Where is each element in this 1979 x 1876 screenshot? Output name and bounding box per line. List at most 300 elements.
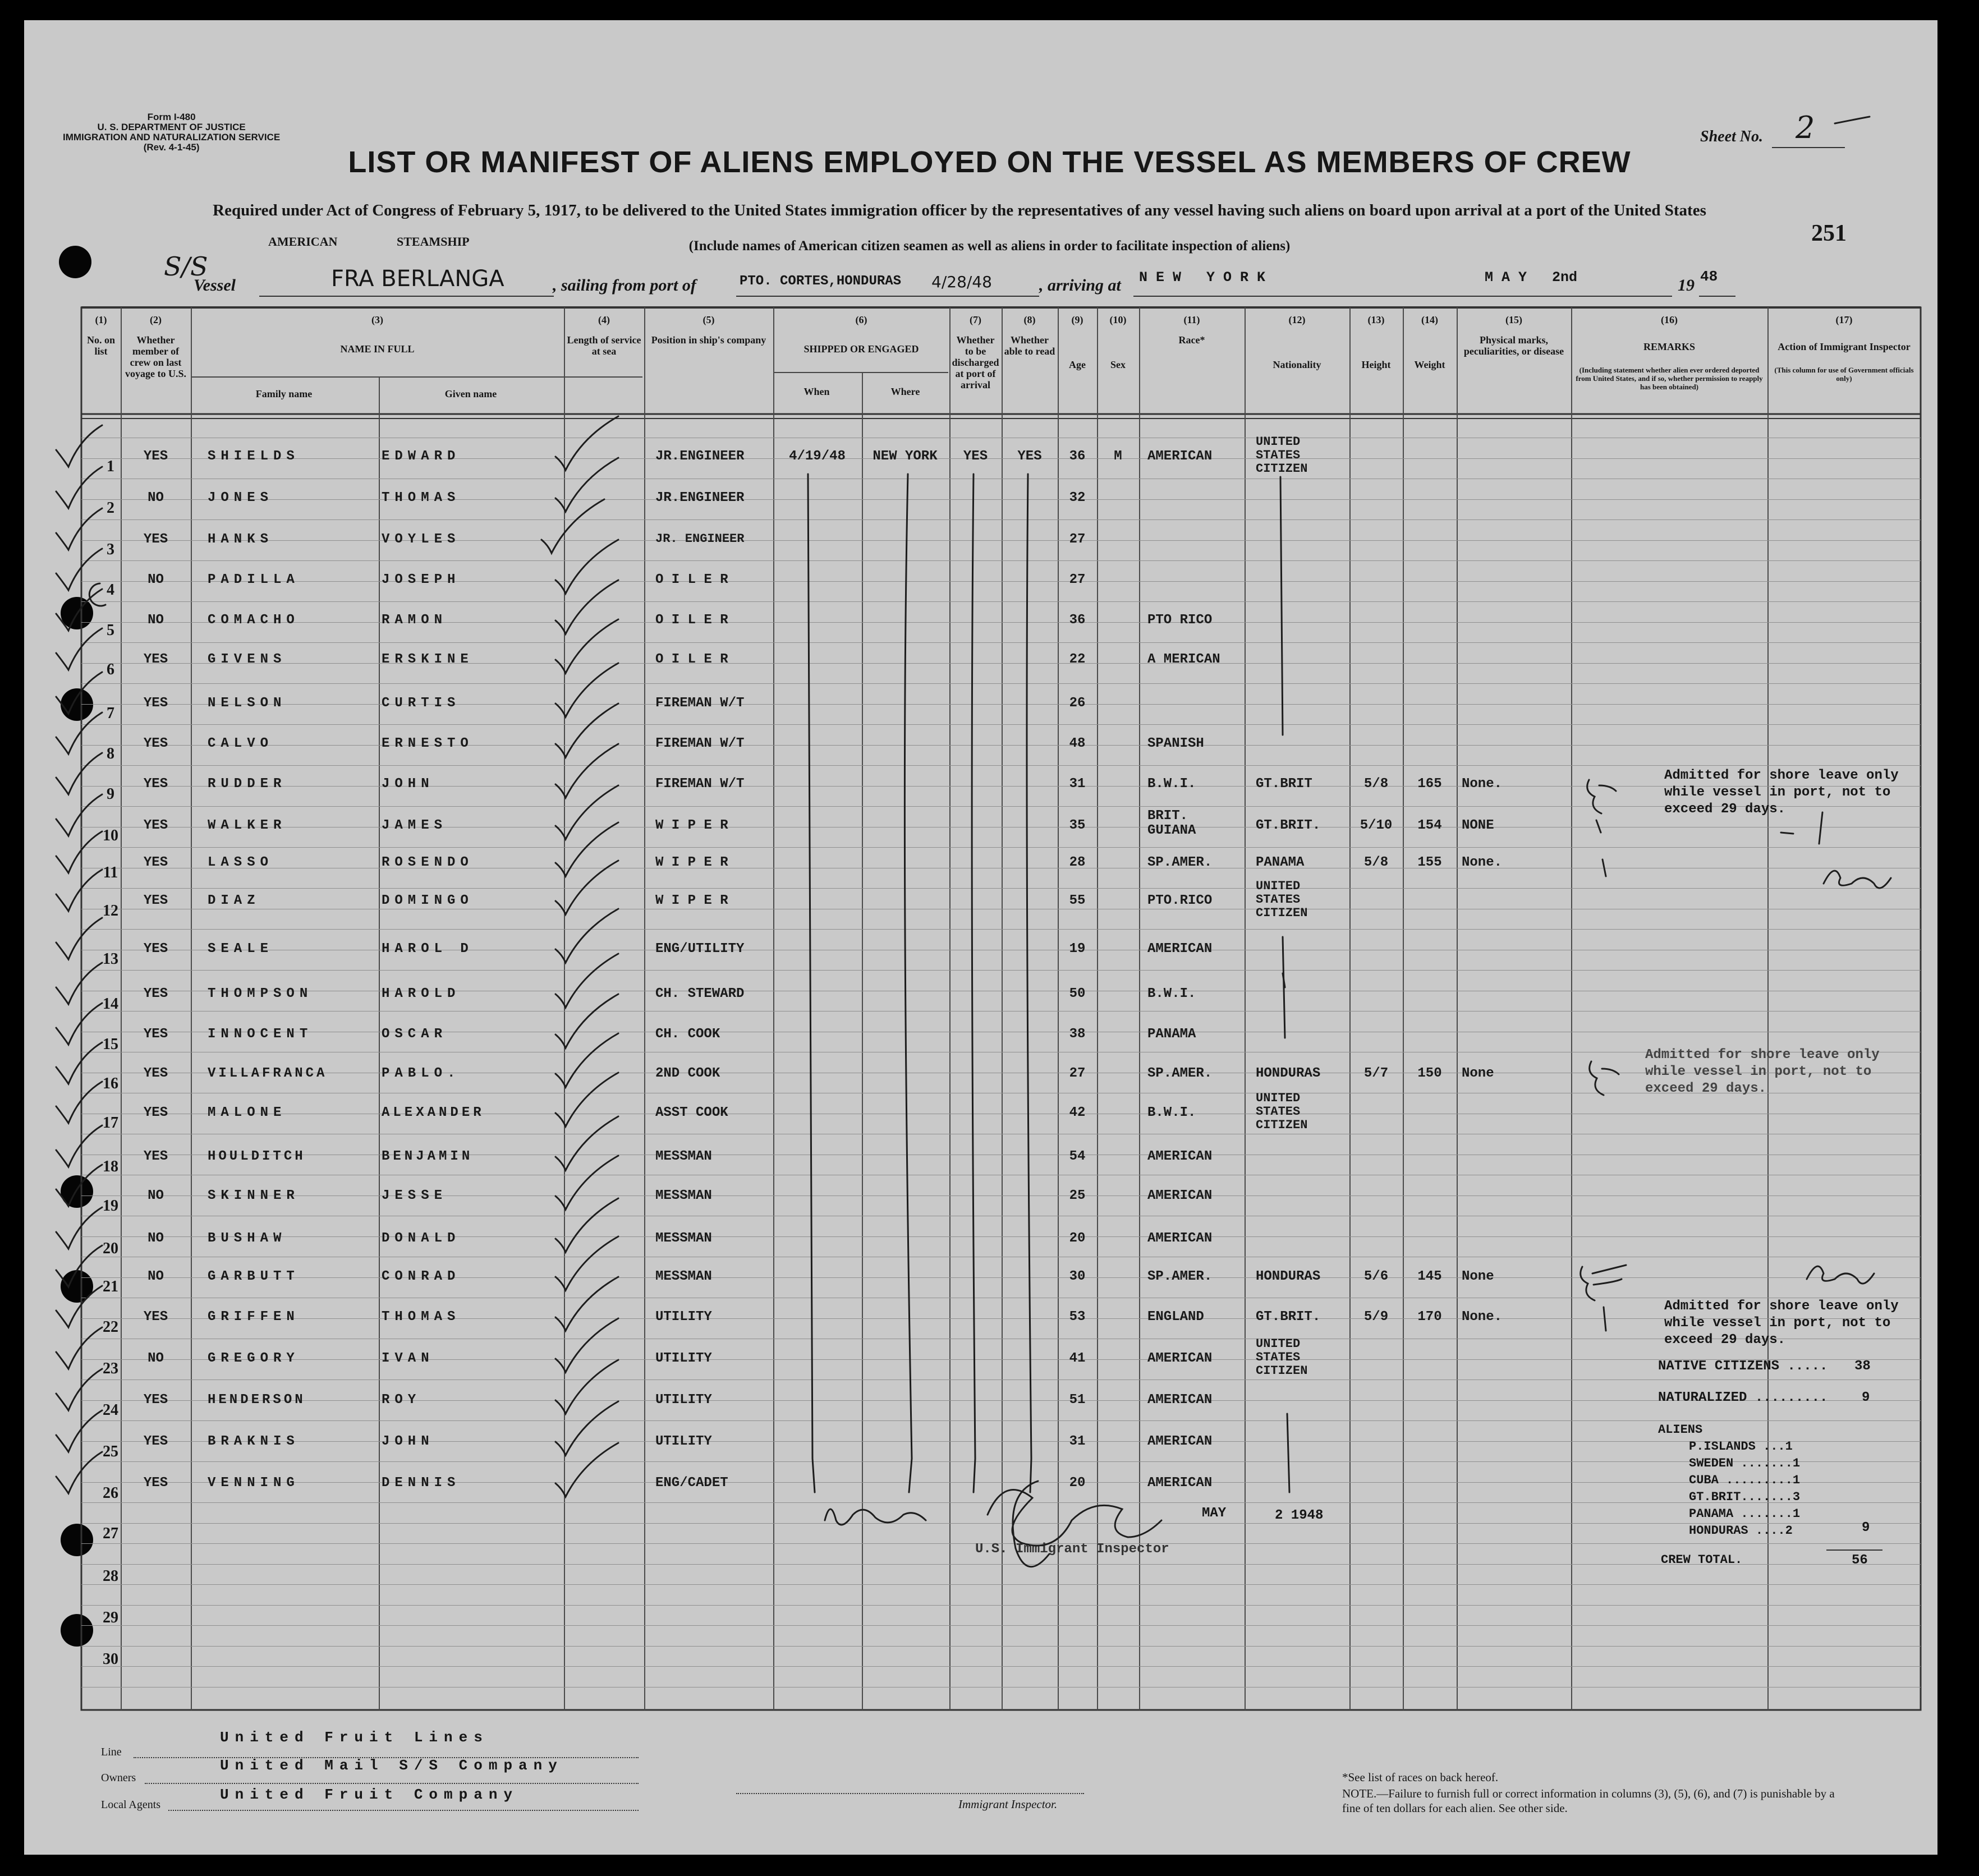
crew-race: SP.AMER. [1147,1066,1213,1081]
crew-given: HAROLD [382,986,461,1001]
column-number: (7) [970,314,981,325]
crew-height: 5/10 [1360,818,1393,833]
alien-count: P.ISLANDS ...1 [1689,1440,1793,1454]
crew-age: 42 [1069,1105,1086,1120]
row-number: 29 [103,1609,118,1626]
crew-position: 2ND COOK [655,1066,720,1081]
ditto-line-nationality-3 [1287,1414,1289,1492]
checkmark-icon [56,963,102,1004]
arriving-port: N E W Y O R K [1139,269,1266,286]
alien-count: PANAMA .......1 [1689,1507,1801,1521]
crew-where: NEW YORK [873,449,938,464]
inspector-title: U.S. Immigrant Inspector [975,1542,1169,1557]
crew-position: JR. ENGINEER [655,532,745,546]
crew-last: YES [143,1475,168,1491]
crew-position: CH. COOK [655,1027,720,1042]
alien-count: GT.BRIT.......3 [1689,1490,1801,1504]
crew-given: CURTIS [382,696,461,711]
crew-marks: None [1462,1066,1494,1081]
crew-given: PABLO. [382,1066,461,1081]
row-number: 18 [103,1158,118,1175]
crew-weight: 170 [1417,1309,1442,1325]
crew-last: YES [143,652,168,667]
checkmark-icon [56,870,102,911]
crew-race: ENGLAND [1147,1309,1204,1325]
column-header: Age [1069,359,1086,370]
crew-height: 5/8 [1363,855,1389,870]
column-number: (1) [95,314,107,325]
crew-family: LASSO [208,855,274,870]
crew-position: FIREMAN W/T [655,696,745,711]
row-number: 23 [103,1360,118,1377]
crew-last: NO [148,613,164,628]
row-number: 12 [103,902,118,919]
checkmark-icon [555,1318,618,1372]
row-number: 30 [103,1650,118,1668]
row-number: 21 [103,1278,118,1295]
crew-age: 20 [1069,1475,1086,1491]
crew-height: 5/9 [1363,1309,1389,1325]
checkmark-icon [555,744,618,798]
crew-last: YES [143,1027,168,1042]
crew-age: 31 [1069,776,1086,792]
crew-position: MESSMAN [655,1269,712,1284]
crew-last: YES [143,941,168,957]
crew-family: BUSHAW [208,1231,287,1246]
crew-discharged: YES [963,449,988,464]
sheet-number-label: Sheet No. [1700,128,1763,145]
crew-nationality: GT.BRIT. [1256,1309,1321,1325]
sailing-port: PTO. CORTES,HONDURAS [740,274,902,289]
column-number: (15) [1505,314,1522,325]
crew-age: 30 [1069,1269,1086,1284]
crew-height: 5/6 [1363,1269,1389,1284]
crew-given: VOYLES [382,532,461,547]
crew-race: SP.AMER. [1147,855,1213,870]
crew-height: 5/7 [1363,1066,1389,1081]
crew-nationality: UNITED STATES CITIZEN [1256,879,1308,920]
crew-last: YES [143,1392,168,1408]
year-suffix: 48 [1700,268,1718,285]
crew-weight: 145 [1417,1269,1442,1284]
column-number: (4) [598,314,610,325]
crew-race: B.W.I. [1147,776,1196,792]
crew-nationality: GT.BRIT [1256,776,1312,792]
checkmark-icon [56,672,102,714]
checkmark-icon [56,628,102,670]
crew-family: GRIFFEN [208,1309,300,1325]
scribble-mark-21 [1581,1265,1626,1300]
checkmark-icon [555,458,618,512]
sheet-no-dash [1835,117,1870,123]
department: U. S. DEPARTMENT OF JUSTICE [97,122,246,132]
crew-race: AMERICAN [1147,1231,1213,1246]
crew-age: 27 [1069,532,1086,547]
naturalized-label: NATURALIZED ......... [1658,1390,1828,1405]
stroke-action-10 [1819,812,1822,844]
circle-row-4 [89,583,105,606]
crew-given: ALEXANDER [382,1105,485,1120]
crew-age: 35 [1069,818,1086,833]
stroke-22 [1604,1307,1606,1331]
crew-family: JONES [208,490,274,505]
line-label: Line [101,1746,122,1758]
vessel-prefix-handwritten: S/S [164,251,208,282]
crew-race: A MERICAN [1147,652,1220,667]
requirement-text: Required under Act of Congress of February 5, 1917, to be delivered to the United States immigration officer by the representatives of any vessel having such aliens on board upon arrival at a port of the United States [213,201,1706,219]
vessel-name: FRA BERLANGA [331,266,504,292]
row-number: 4 [107,581,114,599]
checkmark-icon [555,416,618,470]
crew-nationality: UNITED STATES CITIZEN [1256,435,1308,476]
crew-family: BRAKNIS [208,1434,300,1449]
scribble-mark-9 [1587,780,1616,813]
crew-race: AMERICAN [1147,449,1213,464]
stroke-10 [1596,820,1601,833]
vessel-type: STEAMSHIP [397,234,470,249]
service-checkmarks [541,416,618,1497]
column-number: (2) [150,314,162,325]
column-header: NAME IN FULL [340,343,415,355]
crew-position: UTILITY [655,1392,712,1408]
crew-position: FIREMAN W/T [655,776,745,792]
crew-last: YES [143,532,168,547]
column-header: Whether to be discharged at port of arrival [952,334,999,390]
row-number: 19 [103,1197,118,1215]
crew-nationality: GT.BRIT. [1256,818,1321,833]
crew-position: O I L E R [655,652,728,667]
crew-total-value: 56 [1852,1553,1868,1568]
crew-age: 28 [1069,855,1086,870]
crew-position: W I P E R [655,818,728,833]
native-citizens-value: 38 [1854,1359,1871,1374]
crew-position: ENG/UTILITY [655,941,745,957]
column-number: (12) [1288,314,1306,325]
crew-family: COMACHO [208,613,300,628]
inspector-underline [736,1793,1084,1794]
crew-family: SKINNER [208,1188,300,1203]
sailing-date: 4/28/48 [931,273,992,291]
column-header: Position in ship's company [651,334,766,346]
crew-weight: 150 [1417,1066,1442,1081]
row-number: 1 [107,458,114,475]
column-header: REMARKS [1643,341,1695,352]
checkmark-icon [555,1156,618,1210]
crew-given: JOHN [382,776,434,792]
crew-age: 36 [1069,449,1086,464]
naturalized-value: 9 [1862,1390,1870,1405]
crew-last: YES [143,1309,168,1325]
crew-race: SP.AMER. [1147,1269,1213,1284]
crew-family: INNOCENT [208,1027,313,1042]
crew-position: UTILITY [655,1351,712,1366]
crew-given: CONRAD [382,1269,461,1284]
alien-count: HONDURAS ....2 [1689,1524,1793,1538]
remark-shore-leave-3: Admitted for shore leave only while vessel in port, not to exceed 29 days. [1664,1299,1899,1348]
ditto-line-where [904,474,912,1492]
crew-age: 26 [1069,696,1086,711]
row-number: 13 [103,950,118,968]
column-number: (14) [1421,314,1438,325]
checkmark-icon [555,1073,618,1126]
checkmark-icon [555,1443,618,1497]
sailing-label: , sailing from port of [553,276,696,295]
checkmark-icon [56,1286,102,1327]
crew-given: JOSEPH [382,572,461,587]
arrival-date: M A Y 2nd [1485,269,1578,286]
crew-race: AMERICAN [1147,1392,1213,1408]
column-header: Sex [1110,359,1126,370]
crew-age: 20 [1069,1231,1086,1246]
crew-family: VILLAFRANCA [208,1066,328,1081]
crew-total-label: CREW TOTAL. [1661,1553,1743,1567]
checkmark-icon [555,619,618,673]
checkmark-icon [56,589,102,631]
crew-given: EDWARD [382,449,461,464]
crew-race: AMERICAN [1147,1434,1213,1449]
page-title: LIST OR MANIFEST OF ALIENS EMPLOYED ON THE VESSEL AS MEMBERS OF CREW [348,145,1631,179]
checkmark-icon [56,1042,102,1084]
crew-read: YES [1017,449,1042,464]
crew-given: ERNESTO [382,736,474,751]
checkmark-icon [555,861,618,914]
row-number: 22 [103,1318,118,1336]
checkmark-icon [56,1327,102,1369]
crew-marks: None [1462,1269,1494,1284]
crew-given: THOMAS [382,490,461,505]
vessel-label: Vessel [194,276,236,295]
column-header-note: (This column for use of Government officials only) [1774,366,1914,383]
checkmark-icon [56,1452,102,1493]
crew-last: YES [143,449,168,464]
crew-position: UTILITY [655,1309,712,1325]
crew-given: HAROL D [382,941,474,957]
crew-age: 27 [1069,1066,1086,1081]
crew-family: DIAZ [208,893,260,908]
crew-given: IVAN [382,1351,434,1366]
column-number: (11) [1183,314,1200,325]
crew-given: RAMON [382,613,448,628]
crew-given: JOHN [382,1434,434,1449]
row-number: 8 [107,745,114,762]
row-number: 16 [103,1075,118,1092]
column-number: (13) [1367,314,1385,325]
crew-given: ROY [382,1392,421,1408]
crew-family: WALKER [208,818,287,833]
crew-race: B.W.I. [1147,986,1196,1001]
crew-family: CALVO [208,736,274,751]
crew-family: MALONE [208,1105,287,1120]
crew-last: YES [143,1105,168,1120]
crew-last: YES [143,818,168,833]
crew-position: MESSMAN [655,1149,712,1164]
checkmark-icon [541,499,604,553]
column-header: SHIPPED OR ENGAGED [803,343,919,355]
crew-nationality: PANAMA [1256,855,1305,870]
crew-given: DONALD [382,1231,461,1246]
immigrant-inspector-label: Immigrant Inspector. [958,1797,1058,1811]
crew-family: SEALE [208,941,274,957]
crew-position: O I L E R [655,572,728,587]
row-number: 27 [103,1525,118,1542]
crew-age: 54 [1069,1149,1086,1164]
row-number: 24 [103,1401,118,1419]
crew-last: NO [148,1231,164,1246]
checkmark-icon [555,909,618,963]
inspection-date: 2 1948 [1275,1508,1324,1523]
column-header: Race* [1178,334,1205,346]
crew-race: AMERICAN [1147,1149,1213,1164]
crew-position: FIREMAN W/T [655,736,745,751]
row-number: 28 [103,1567,118,1585]
crew-last: NO [148,1351,164,1366]
crew-position: UTILITY [655,1434,712,1449]
column-header: Action of Immigrant Inspector [1778,341,1911,352]
column-number: (10) [1109,314,1127,325]
crew-marks: None. [1462,776,1503,792]
crew-race: AMERICAN [1147,1351,1213,1366]
checkmark-icon [555,1401,618,1455]
crew-age: 32 [1069,490,1086,505]
ditto-line-when [808,474,815,1492]
crew-given: BENJAMIN [382,1149,474,1164]
crew-family: HENDERSON [208,1392,306,1408]
crew-position: JR.ENGINEER [655,449,745,464]
crew-race: B.W.I. [1147,1105,1196,1120]
crew-age: 31 [1069,1434,1086,1449]
crew-age: 41 [1069,1351,1086,1366]
crew-nationality: UNITED STATES CITIZEN [1256,1091,1308,1132]
checkmark-icon [56,831,102,873]
column-number: (17) [1835,314,1853,325]
crew-given: OSCAR [382,1027,448,1042]
column-number: (16) [1661,314,1678,325]
crew-nationality: HONDURAS [1256,1269,1321,1284]
crew-position: JR.ENGINEER [655,490,745,505]
crew-last: NO [148,1188,164,1203]
owners-value: United Mail S/S Company [220,1757,563,1774]
checkmark-icon [56,1003,102,1045]
stroke-11 [1603,859,1606,876]
row-number: 15 [103,1036,118,1053]
row-number: 2 [107,499,114,517]
crew-race: AMERICAN [1147,1188,1213,1203]
crew-position: MESSMAN [655,1231,712,1246]
ditto-line-nationality [1280,477,1283,735]
crew-weight: 165 [1417,776,1442,792]
crew-age: 19 [1069,941,1086,957]
checkmark-icon [555,1360,618,1414]
crew-family: HOULDITCH [208,1149,306,1164]
crew-age: 22 [1069,652,1086,667]
form-number: Form I-480 [147,112,196,122]
crew-given: THOMAS [382,1309,461,1325]
checkmark-icon [555,1277,618,1331]
row-number: 10 [103,827,118,844]
column-header: Whether able to read [1004,334,1055,357]
crew-given: JESSE [382,1188,448,1203]
include-note: (Include names of American citizen seamen as well as aliens in order to facilitate inspection of aliens) [688,238,1291,254]
alien-count: SWEDEN .......1 [1689,1456,1801,1470]
crew-position: MESSMAN [655,1188,712,1203]
checkmark-icon [56,1369,102,1410]
crew-last: YES [143,855,168,870]
crew-race: AMERICAN [1147,1475,1213,1491]
crew-position: W I P E R [655,893,728,908]
checkmark-icon [56,794,102,836]
checkmark-icon [555,785,618,839]
column-header: Physical marks, peculiarities, or disease [1463,334,1564,357]
ditto-line-read [1027,474,1031,1492]
crew-race: BRIT. GUIANA [1147,808,1196,838]
crew-family: RUDDER [208,776,287,792]
crew-given: DOMINGO [382,893,474,908]
scribble-lr-1 [1824,871,1891,888]
year-prefix: 19 [1678,276,1695,295]
service: IMMIGRATION AND NATURALIZATION SERVICE [63,132,281,142]
checkmark-icon [56,1165,102,1206]
vessel-flag: AMERICAN [268,234,338,249]
column-header: Nationality [1273,359,1321,370]
row-number: 9 [107,785,114,803]
checkmark-icon [56,1207,102,1249]
inspector-signature [825,1481,1161,1567]
crew-age: 50 [1069,986,1086,1001]
agents-value: United Fruit Company [220,1786,519,1803]
row-number: 14 [103,995,118,1013]
crew-last: NO [148,1269,164,1284]
row-number: 6 [107,661,114,678]
crew-age: 27 [1069,572,1086,587]
crew-height: 5/8 [1363,776,1389,792]
column-header: Weight [1414,359,1445,370]
column-number: (6) [855,314,867,325]
checkmark-icon [56,1410,102,1452]
crew-family: NELSON [208,696,287,711]
crew-age: 36 [1069,613,1086,628]
crew-position: W I P E R [655,855,728,870]
checkmark-icon [56,1082,102,1123]
row-number: 11 [103,864,118,881]
crew-family: THOMPSON [208,986,313,1001]
crew-family: GARBUTT [208,1269,300,1284]
checkmark-icon [56,918,102,959]
crew-given: JAMES [382,818,448,833]
shipped-where-subheader: Where [890,386,920,397]
crew-last: YES [143,1066,168,1081]
column-number: (9) [1071,314,1083,325]
crew-last: YES [143,1149,168,1164]
agents-underline [168,1810,639,1811]
crew-age: 53 [1069,1309,1086,1325]
page-number: 251 [1811,220,1847,246]
sheet-number-value: 2 [1796,110,1815,145]
checkmark-icon [56,753,102,794]
crew-given: ROSENDO [382,855,474,870]
crew-marks: None. [1462,1309,1503,1325]
column-header: Length of service at sea [567,334,641,357]
native-citizens-label: NATIVE CITIZENS ..... [1658,1359,1828,1374]
crew-last: NO [148,490,164,505]
crew-when: 4/19/48 [789,449,846,464]
revision: (Rev. 4-1-45) [143,142,200,153]
row-number: 17 [103,1114,118,1132]
checkmark-icon [56,508,102,550]
crew-marks: NONE [1462,818,1494,833]
crew-given: DENNIS [382,1475,461,1491]
crew-sex: M [1114,449,1122,464]
crew-last: YES [143,1434,168,1449]
